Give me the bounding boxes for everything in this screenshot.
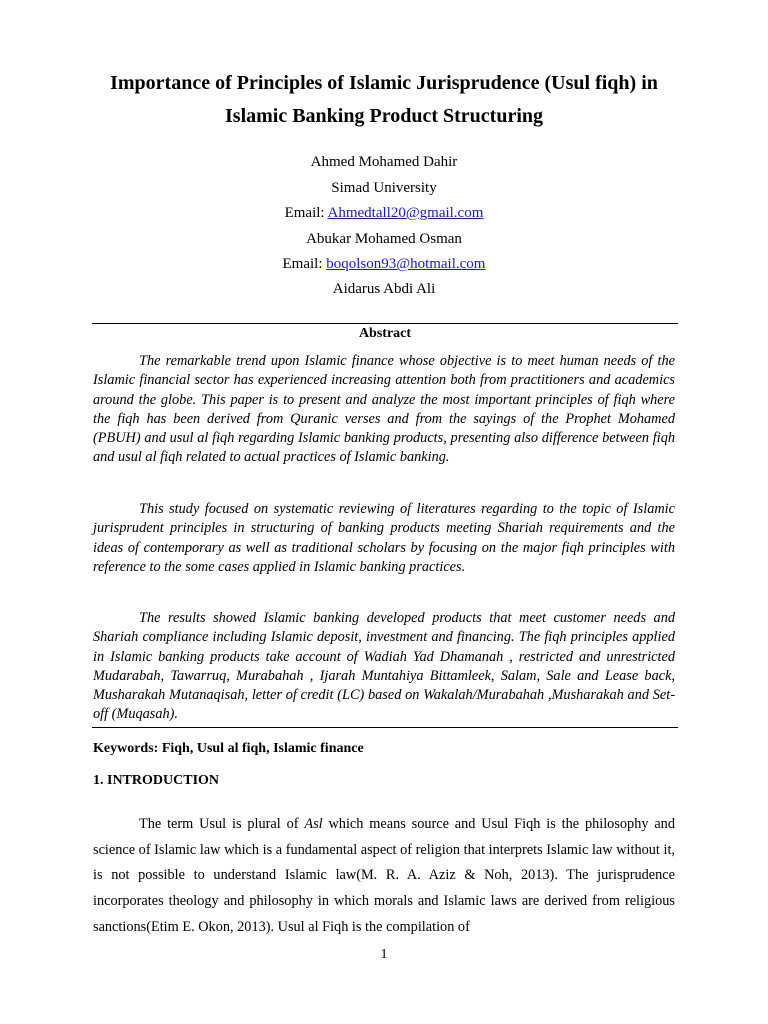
abstract-paragraph-1: The remarkable trend upon Islamic finance whose objective is to meet human needs of the Islamic financial sector has experienced increasing attention both from practitioners and academics around the globe. This paper is to present and analyze the most important principles of fiqh where the fiqh has been derived from Quranic verses and from the sayings of the Prophet Mohamed (PBUH) and usul al fiqh regarding Islamic banking products, presenting also difference between fiqh and usul al fiqh related to actual practices of Islamic banking. (93, 353, 675, 466)
section-heading-introduction: 1. INTRODUCTION (93, 773, 220, 788)
email-link-2[interactable]: boqolson93@hotmail.com (326, 256, 486, 272)
term-asl: Asl (304, 816, 323, 832)
abstract-paragraph-2: This study focused on systematic reviewing of literatures regarding to the topic of Islamic jurisprudent principles in structuring of banking products meeting Shariah requirements and the ideas of contemporary as well as traditional scholars by focusing on the major fiqh principles with reference to the some cases applied in Islamic banking practices. (93, 501, 675, 575)
email-label-1: Email: (284, 205, 328, 221)
abstract-top-rule (92, 323, 678, 324)
page-number: 1 (380, 947, 388, 962)
email-link-1[interactable]: Ahmedtall20@gmail.com (327, 205, 484, 221)
introduction-paragraph: The term Usul is plural of Asl which means source and Usul Fiqh is the philosophy and science of Islamic law which is a fundamental aspect of religion that interprets Islamic law without it, is not possible to understand Islamic law(M. R. A. Aziz & Noh, 2013). The jurisprudence incorporates theology and philosophy in which morals and Islamic laws are derived from religious sanctions(Etim E. Okon, 2013). Usul al Fiqh is the compilation of (93, 816, 675, 935)
author-affiliation: Simad University (331, 180, 437, 196)
author-email-line-1 (80, 206, 688, 221)
author-name-1: Ahmed Mohamed Dahir (310, 154, 458, 170)
paper-title-line-2: Islamic Banking Product Structuring (225, 105, 543, 127)
email-label-2: Email: (282, 256, 327, 272)
paper-title-line-1: Importance of Principles of Islamic Jurisprudence (Usul fiqh) in (110, 72, 658, 94)
abstract-paragraph-3: The results showed Islamic banking developed products that meet customer needs and Shariah compliance including Islamic deposit, investment and financing. The fiqh principles applied in Islamic banking products take account of Wadiah Yad Dhamanah , restricted and unrestricted Mudarabah, Tawarruq, Murabahah , Ijarah Muntahiya Bittamleek, Salam, Sale and Lease back, Musharakah Mutanaqisah, letter of credit (LC) based on Wakalah/Murabahah ,Musharakah and Set-off (Muqasah). (93, 610, 675, 723)
abstract-bottom-rule (92, 727, 678, 728)
author-name-2: Abukar Mohamed Osman (306, 231, 462, 247)
abstract-heading: Abstract (358, 326, 412, 341)
keywords: Keywords: Fiqh, Usul al fiqh, Islamic finance (93, 741, 364, 756)
author-email-line-2 (80, 257, 688, 272)
author-name-3: Aidarus Abdi Ali (332, 281, 436, 297)
